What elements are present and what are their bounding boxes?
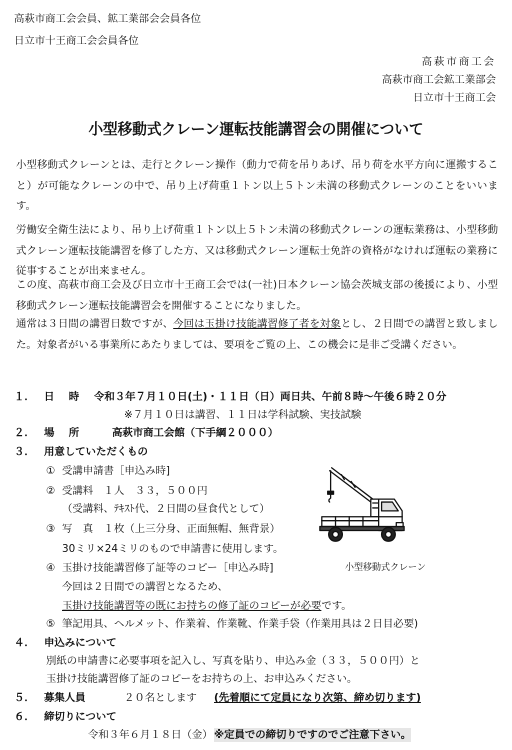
s2-value: 高萩市商工会館（下手綱２０００） bbox=[112, 427, 279, 439]
s3-item5: 筆記用具、ヘルメット、作業着、作業靴、作業手袋（作業用具は２日目必要) bbox=[62, 618, 419, 630]
s1-number: １． bbox=[14, 391, 35, 403]
intro-paragraph-1: 小型移動式クレーンとは、走行とクレーン操作（動力で荷を吊りあげ、吊り荷を水平方向に運搬すること）が可能なクレーンの中で、吊り上げ荷重１トン以上５トン未満の移動式クレーンのことをいいます。 bbox=[16, 159, 498, 212]
intro-paragraph-2: 労働安全衛生法により、吊り上げ荷重１トン以上５トン未満の移動式クレーンの運転業務は、小型移動式クレーン運転技能講習を修了した方、又は移動式クレーン運転士免許の資格がなければ運転の業務に従事することが出来ません。 bbox=[16, 224, 498, 277]
s3-item4-sub2-end: です。 bbox=[321, 600, 352, 612]
s2-label: 場 所 bbox=[44, 427, 82, 439]
s3-item1-number: ① bbox=[46, 465, 56, 477]
s3-item5-number: ⑤ bbox=[46, 618, 56, 630]
s1-note: ※７月１０日は講習、１１日は学科試験、実技試験 bbox=[124, 409, 362, 421]
s3-number: ３． bbox=[14, 446, 35, 458]
s6-label: 締切りについて bbox=[44, 711, 117, 723]
s1-label: 日 時 bbox=[44, 391, 82, 403]
s3-item3: 写 真 １枚（上三分身、正面無帽、無背景） bbox=[62, 523, 281, 535]
s5-note: (先着順にて定員になり次第、締め切ります) bbox=[214, 692, 421, 704]
s3-item4-sub1: 今回は２日間での講習となるため、 bbox=[62, 581, 228, 593]
s3-item4-number: ④ bbox=[46, 562, 56, 574]
intro-p4-end: とし、２日間での講習と致しました。対象者がいる事業所にあたりましては、要項をご覧の上、この機会に是非ご受講ください。 bbox=[16, 318, 499, 351]
intro-p4-start: 通常は３日間の講習日数ですが、 bbox=[16, 318, 174, 330]
s4-number: ４． bbox=[14, 637, 35, 649]
recipient-line-1: 高萩市商工会会員、鉱工業部会会員各位 bbox=[14, 13, 202, 25]
s3-label: 用意していただくもの bbox=[44, 446, 148, 458]
s5-value: ２０名とします bbox=[124, 692, 197, 704]
intro-p4-underlined: 今回は玉掛け技能講習修了者を対象 bbox=[173, 318, 341, 330]
crane-boom bbox=[330, 471, 375, 505]
s3-item2-sub: （受講料、ﾃｷｽﾄ代、２日間の昼食代として） bbox=[62, 503, 270, 515]
s6-number: ６． bbox=[14, 711, 35, 723]
sender-line-1: 高萩市商工会 bbox=[421, 56, 496, 68]
sender-line-2: 高萩市商工会鉱工業部会 bbox=[381, 74, 496, 86]
crane-caption: 小型移動式クレーン bbox=[345, 563, 426, 573]
truck-bed bbox=[322, 517, 379, 527]
s6-date: 令和３年６月１８日（金） bbox=[88, 729, 213, 741]
s5-number: ５． bbox=[14, 692, 35, 704]
sender-line-3: 日立市十王商工会 bbox=[412, 92, 496, 104]
intro-paragraph-4 bbox=[16, 314, 498, 355]
s3-item1: 受講申請書［申込み時] bbox=[62, 465, 170, 477]
intro-paragraph-3: この度、高萩市商工会及び日立市十王商工会では(一社)日本クレーン協会茨城支部の後援により、小型移動式クレーン運転技能講習会を開催することになりました。 bbox=[16, 279, 498, 312]
s4-label: 申込みについて bbox=[44, 637, 117, 649]
s3-item4: 玉掛け技能講習修了証等のコピー［申込み時] bbox=[62, 562, 274, 574]
document-title: 小型移動式クレーン運転技能講習会の開催について bbox=[88, 121, 424, 138]
s3-item4-sub2-underlined: 玉掛け技能講習等の既にお持ちの修了証のコピーが必要 bbox=[62, 600, 322, 612]
s3-item3-sub: 30ミリ×24ミリのもので申請書に使用します。 bbox=[62, 543, 284, 555]
s3-item2: 受講料 １人 ３３，５００円 bbox=[62, 485, 208, 497]
s3-item3-number: ③ bbox=[46, 523, 56, 535]
crane-truck-illustration bbox=[312, 456, 410, 554]
s5-label: 募集人員 bbox=[44, 692, 86, 704]
s3-item2-number: ② bbox=[46, 485, 56, 497]
s6-note: ※定員での締切りですのでご注意下さい。 bbox=[214, 729, 412, 741]
recipient-line-2: 日立市十王商工会会員各位 bbox=[14, 35, 139, 47]
s2-number: ２． bbox=[14, 427, 35, 439]
s4-line-2: 玉掛け技能講習修了証のコピーをお持ちの上、お申込みください。 bbox=[46, 673, 358, 685]
s1-value: 令和３年７月１０日(土)・１１日（日）両日共、午前８時～午後６時２０分 bbox=[94, 391, 447, 403]
s3-item4-sub2 bbox=[62, 599, 352, 613]
s4-line-1: 別紙の申請書に必要事項を記入し、写真を貼り、申込み金（３３，５００円）と bbox=[46, 655, 421, 667]
